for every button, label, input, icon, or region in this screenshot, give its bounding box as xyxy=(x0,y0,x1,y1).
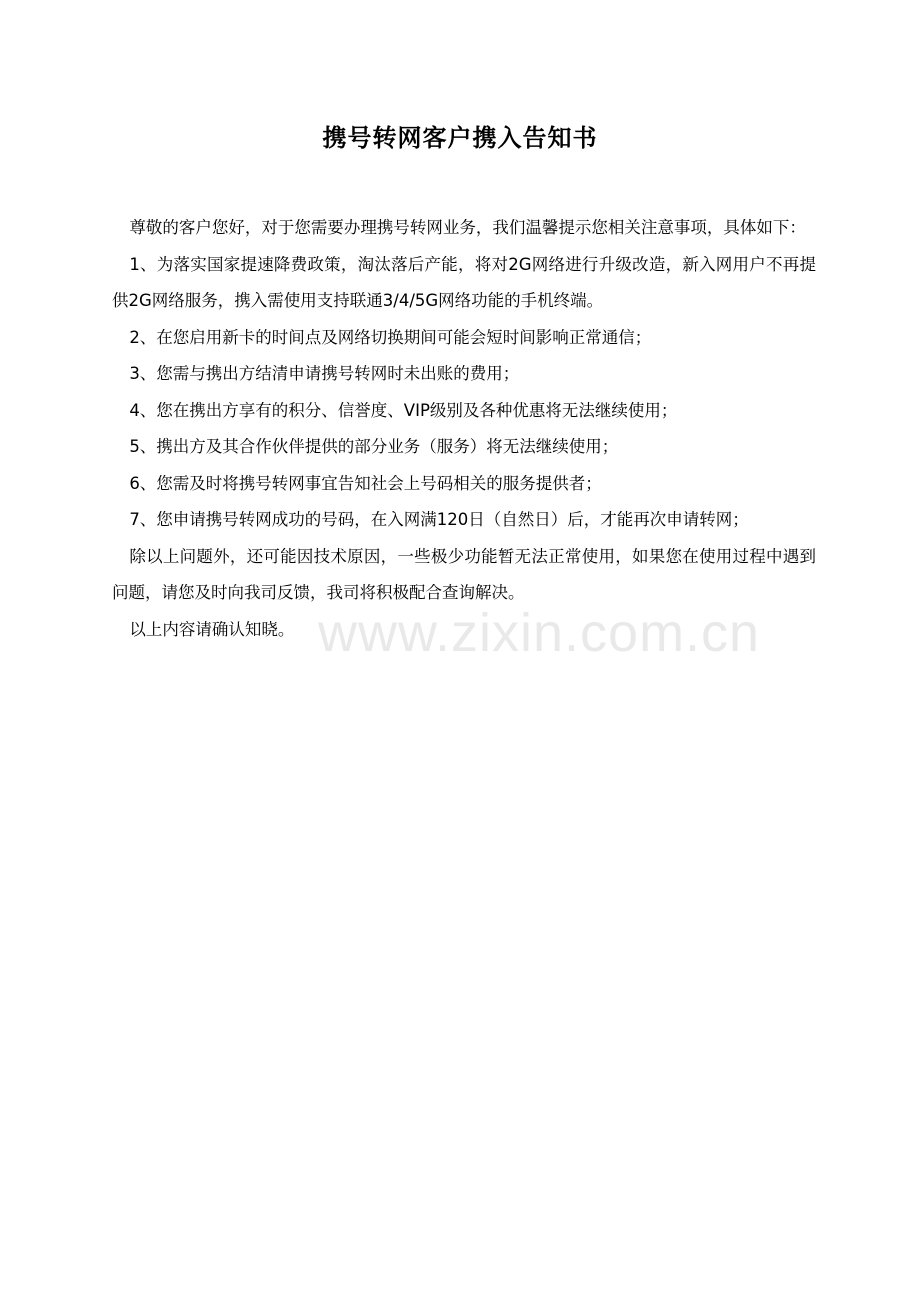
paragraph-greeting: 尊敬的客户您好，对于您需要办理携号转网业务，我们温馨提示您相关注意事项，具体如下： xyxy=(129,218,806,237)
paragraph-item-1: 1、为落实国家提速降费政策，淘汰落后产能，将对2G网络进行升级改造，新入网用户不再提供2G网络服务，携入需使用支持联通3/4/5G网络功能的手机终端。 xyxy=(112,254,816,310)
paragraph-additional-note: 除以上问题外，还可能因技术原因，一些极少功能暂无法正常使用，如果您在使用过程中遇到问题，请您及时向我司反馈，我司将积极配合查询解决。 xyxy=(112,546,816,602)
paragraph-item-7: 7、您申请携号转网成功的号码，在入网满120日（自然日）后，才能再次申请转网； xyxy=(129,510,749,529)
paragraph-item-2: 2、在您启用新卡的时间点及网络切换期间可能会短时间影响正常通信； xyxy=(129,327,652,347)
paragraph-item-3: 3、您需与携出方结清申请携号转网时未出账的费用； xyxy=(129,364,520,383)
document-title: 携号转网客户携入告知书 xyxy=(322,124,598,152)
paragraph-item-6: 6、您需及时将携号转网事宜告知社会上号码相关的服务提供者； xyxy=(129,473,602,493)
watermark: www.zixin.com.cn xyxy=(318,603,761,663)
paragraph-confirmation: 以上内容请确认知晓。 xyxy=(129,619,295,639)
paragraph-item-5: 5、携出方及其合作伙伴提供的部分业务（服务）将无法继续使用； xyxy=(129,437,619,456)
paragraph-item-4: 4、您在携出方享有的积分、信誉度、VIP级别及各种优惠将无法继续使用； xyxy=(129,400,678,420)
document-body xyxy=(112,210,816,648)
